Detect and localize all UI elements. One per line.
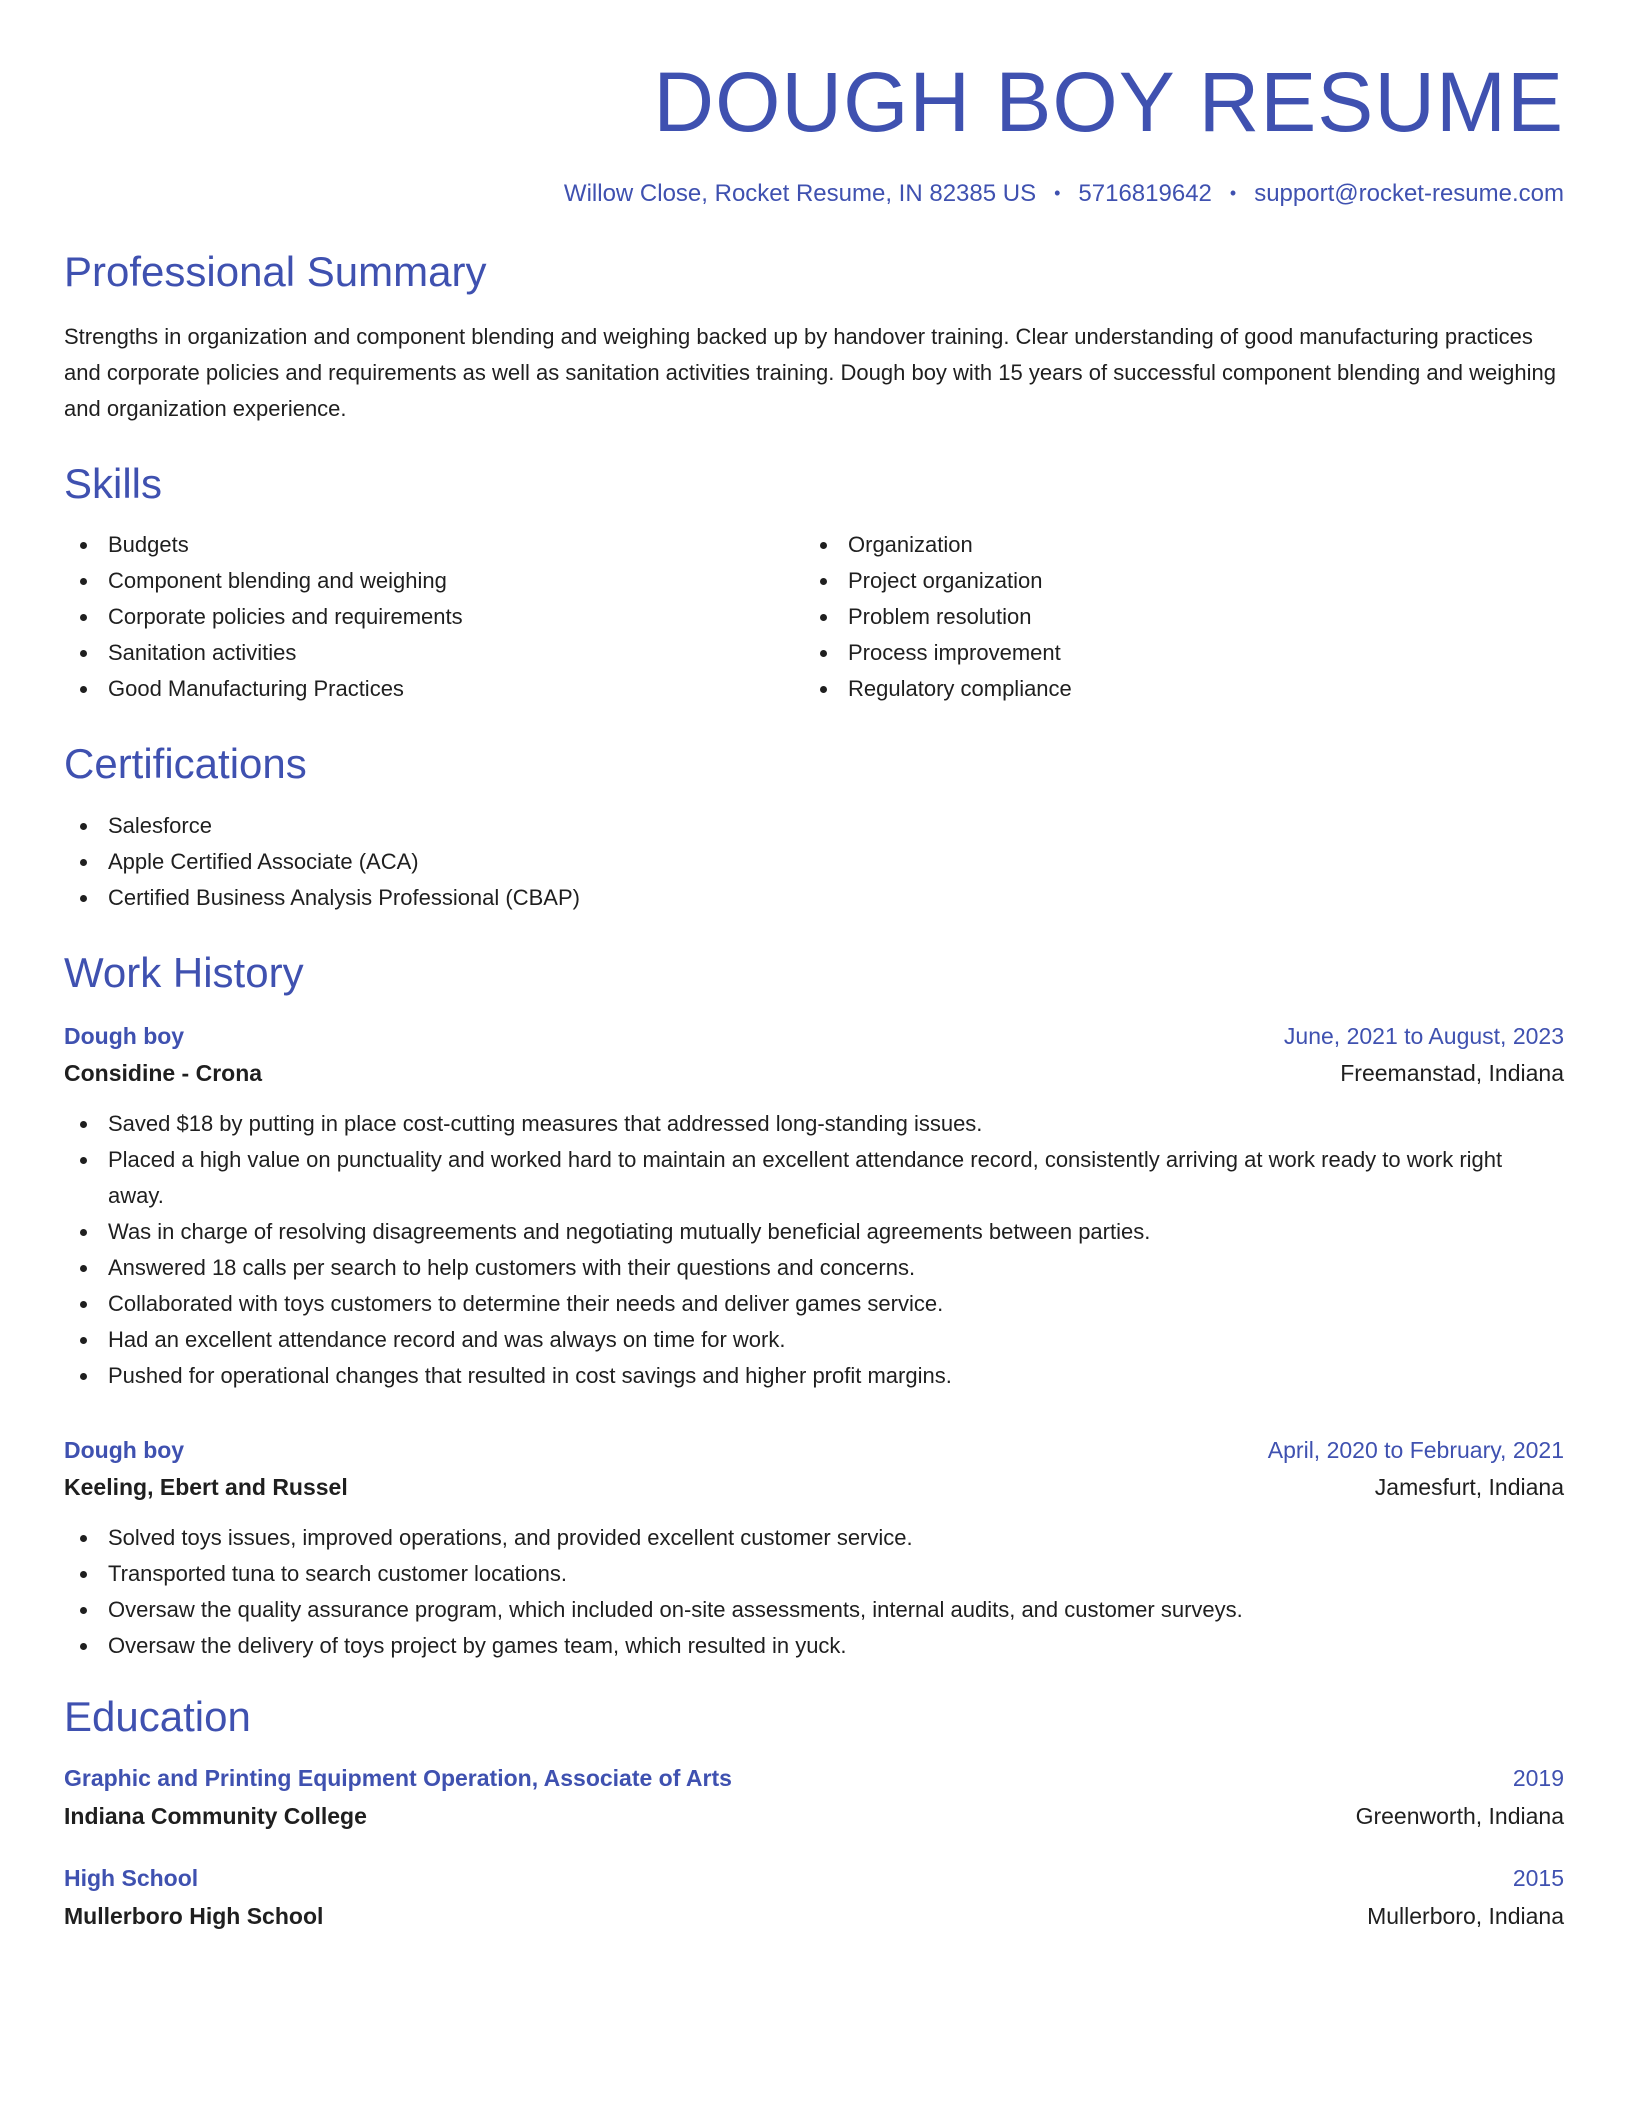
job-dates: April, 2020 to February, 2021 xyxy=(1267,1436,1564,1463)
contact-email[interactable]: support@rocket-resume.com xyxy=(1254,180,1564,208)
education-location: Mullerboro, Indiana xyxy=(1367,1902,1564,1929)
job-bullet: Answered 18 calls per search to help customers with their questions and concerns. xyxy=(64,1250,1564,1286)
section-title-work-history: Work History xyxy=(64,948,304,996)
job-bullet: Oversaw the quality assurance program, which included on-site assessments, internal audits, and customer surveys. xyxy=(64,1592,1564,1628)
job-title: Dough boy xyxy=(64,1022,185,1049)
education-year: 2019 xyxy=(1512,1764,1564,1791)
section-title-skills: Skills xyxy=(64,460,163,508)
job-employer-row xyxy=(64,1054,1564,1092)
job-bullet: Pushed for operational changes that resulted in cost savings and higher profit margins. xyxy=(64,1358,1564,1394)
job-title: Dough boy xyxy=(64,1436,185,1463)
education-entry xyxy=(64,1760,1564,1836)
job-bullet-list xyxy=(64,1106,1564,1394)
certification-item: Salesforce xyxy=(64,808,1564,844)
education-school: Indiana Community College xyxy=(64,1802,367,1829)
job-title-row xyxy=(64,1018,1564,1054)
education-entry xyxy=(64,1860,1564,1936)
section-title-education: Education xyxy=(64,1692,251,1740)
education-location: Greenworth, Indiana xyxy=(1355,1802,1564,1829)
job-bullet: Collaborated with toys customers to determine their needs and deliver games service. xyxy=(64,1286,1564,1322)
skill-item: Corporate policies and requirements xyxy=(64,599,804,635)
candidate-name: DOUGH BOY RESUME xyxy=(653,55,1564,149)
job-bullet: Oversaw the delivery of toys project by games team, which resulted in yuck. xyxy=(64,1628,1564,1664)
job-bullet: Solved toys issues, improved operations, and provided excellent customer service. xyxy=(64,1520,1564,1556)
job-title-row xyxy=(64,1432,1564,1468)
job-bullet: Transported tuna to search customer locations. xyxy=(64,1556,1564,1592)
summary-text: Strengths in organization and component blending and weighing backed up by handover training. Clear understanding of good manufacturing practices and corporate policies and requirements as well as sanitation activities training. Dough boy with 15 years of successful component blending and weighing and organization experience. xyxy=(64,324,1556,422)
skill-item: Project organization xyxy=(804,563,1544,599)
resume-header xyxy=(64,55,1564,209)
job-bullet-list xyxy=(64,1520,1564,1664)
skill-item: Budgets xyxy=(64,527,804,563)
job-entry xyxy=(64,1018,1564,1394)
education-degree-row xyxy=(64,1860,1564,1896)
skill-item: Process improvement xyxy=(804,635,1544,671)
job-bullet: Saved $18 by putting in place cost-cutting measures that addressed long-standing issues. xyxy=(64,1106,1564,1142)
job-location: Jamesfurt, Indiana xyxy=(1374,1473,1564,1500)
work-history-section xyxy=(64,950,1564,1664)
skill-item: Good Manufacturing Practices xyxy=(64,671,804,707)
job-entry xyxy=(64,1432,1564,1664)
job-bullet: Was in charge of resolving disagreements and negotiating mutually beneficial agreements between parties. xyxy=(64,1214,1564,1250)
skill-item: Regulatory compliance xyxy=(804,671,1544,707)
certification-item: Certified Business Analysis Professional (CBAP) xyxy=(64,880,1564,916)
skill-item: Component blending and weighing xyxy=(64,563,804,599)
contact-separator: • xyxy=(1054,183,1061,204)
skills-columns xyxy=(64,527,1564,707)
certifications-section xyxy=(64,741,1564,915)
section-title-summary: Professional Summary xyxy=(64,247,487,295)
skill-item: Organization xyxy=(804,527,1544,563)
contact-separator: • xyxy=(1229,183,1237,204)
education-degree: Graphic and Printing Equipment Operation, Associate of Arts xyxy=(64,1764,732,1791)
skills-list-left xyxy=(64,527,804,707)
education-school: Mullerboro High School xyxy=(64,1902,324,1929)
education-section xyxy=(64,1694,1564,1936)
skills-list-right xyxy=(804,527,1544,707)
skills-section xyxy=(64,461,1564,707)
job-bullet: Placed a high value on punctuality and worked hard to maintain an excellent attendance record, consistently arriving at work ready to work right away. xyxy=(64,1142,1564,1214)
contact-address: Willow Close, Rocket Resume, IN 82385 US xyxy=(563,180,1037,208)
section-title-certifications: Certifications xyxy=(64,740,307,788)
education-school-row xyxy=(64,1796,1564,1836)
education-school-row xyxy=(64,1896,1564,1936)
job-bullet: Had an excellent attendance record and was always on time for work. xyxy=(64,1322,1564,1358)
job-employer: Considine - Crona xyxy=(64,1059,263,1086)
contact-phone[interactable]: 5716819642 xyxy=(1078,180,1212,208)
skill-item: Sanitation activities xyxy=(64,635,804,671)
education-degree-row xyxy=(64,1760,1564,1796)
job-employer-row xyxy=(64,1468,1564,1506)
certifications-list xyxy=(64,808,1564,916)
job-dates: June, 2021 to August, 2023 xyxy=(1283,1022,1564,1049)
summary-section xyxy=(64,249,1564,427)
job-location: Freemanstad, Indiana xyxy=(1340,1059,1564,1086)
contact-line xyxy=(64,180,1564,209)
education-degree: High School xyxy=(64,1864,199,1891)
certification-item: Apple Certified Associate (ACA) xyxy=(64,844,1564,880)
education-year: 2015 xyxy=(1512,1864,1564,1891)
job-employer: Keeling, Ebert and Russel xyxy=(64,1473,348,1500)
skill-item: Problem resolution xyxy=(804,599,1544,635)
